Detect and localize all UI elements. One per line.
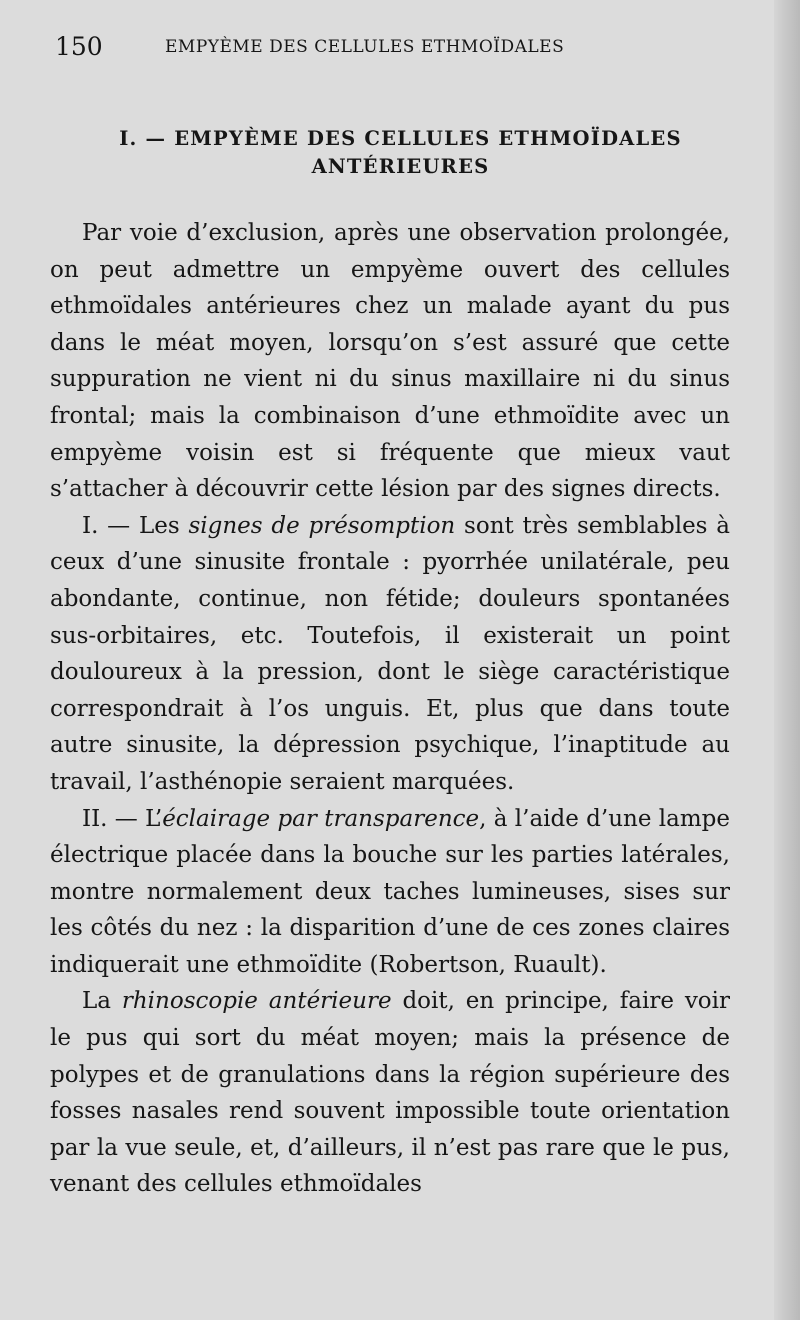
body-text <box>50 215 730 1203</box>
paragraph-rest: sont très semblables à ceux d’une sinusite frontale : pyorrhée unilatérale, peu abondante, continue, non fétide; douleurs spontanées sus-orbitaires, etc. Toutefois, il existerait un point douloureux à la pression, dont le siège caractéristique correspondrait à l’os unguis. Et, plus que dans toute autre sinusite, la dépression psychique, l’inaptitude au travail, l’asthénopie seraient marquées. <box>50 512 730 795</box>
paragraph-exclusion: Par voie d’exclusion, après une observation prolongée, on peut admettre un empyème ouvert des cellules ethmoïdales antérieures chez un malade ayant du pus dans le méat moyen, lorsqu’on s’est assuré que cette suppuration ne vient ni du sinus maxillaire ni du sinus frontal; mais la combinaison d’une ethmoïdite avec un empyème voisin est si fréquente que mieux vaut s’attacher à découvrir cette lésion par des signes directs. <box>50 220 730 503</box>
paragraph-signes-presomption <box>50 508 730 801</box>
page-edge-shadow <box>774 0 800 1320</box>
paragraph-prefix: La <box>82 988 122 1015</box>
paragraph-rhinoscopie <box>50 983 730 1203</box>
italic-term: rhinoscopie antérieure <box>121 988 392 1015</box>
section-title-line-1: I. — EMPYÈME DES CELLULES ETHMOÏDALES <box>119 127 682 150</box>
paragraph-rest: doit, en principe, faire voir le pus qui sort du méat moyen; mais la présence de polypes et de granulations dans la région supérieure des fosses nasales rend souvent impossible toute orientation par la vue seule, et, d’ailleurs, il n’est pas rare que le pus, venant des cellules ethmoïdales <box>50 988 731 1198</box>
paragraph-prefix: I. — Les <box>82 512 189 539</box>
section-title-line-2: ANTÉRIEURES <box>311 155 490 178</box>
page-header <box>55 32 740 66</box>
running-head: EMPYÈME DES CELLULES ETHMOÏDALES <box>165 37 565 57</box>
section-title <box>48 125 753 181</box>
paragraph-eclairage <box>50 801 730 984</box>
italic-term: signes de présomption <box>188 512 456 539</box>
paragraph-prefix: II. — L’ <box>82 805 163 832</box>
italic-term: éclairage par transparence <box>162 805 480 832</box>
paragraph-rest: , à l’aide d’une lampe électrique placée dans la bouche sur les parties latérales, montre normalement deux taches lumineuses, sises sur les côtés du nez : la disparition d’une de ces zones claires indiquerait une ethmoïdite (Robertson, Ruault). <box>50 805 730 978</box>
page-number: 150 <box>55 32 103 61</box>
